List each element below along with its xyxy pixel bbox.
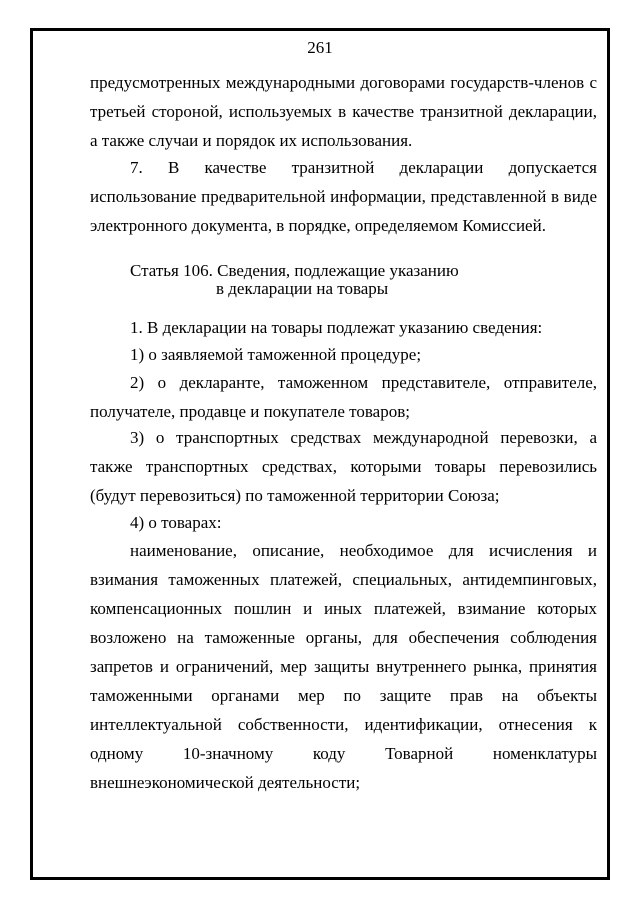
paragraph-subitem-1: 1) о заявляемой таможенной процедуре; — [130, 345, 422, 364]
paragraph-item-1: 1. В декларации на товары подлежат указанию сведения: — [130, 318, 543, 337]
article-heading-line2: в декларации на товары — [216, 279, 389, 298]
paragraph-item-7: 7. В качестве транзитной декларации допускается использование предварительной информации, представленной в виде электронного документа, в порядке, определяемом Комиссией. — [90, 158, 597, 235]
paragraph-goods-description: наименование, описание, необходимое для исчисления и взимания таможенных платежей, специальных, антидемпинговых, компенсационных пошлин и иных платежей, взимание которых возложено на таможенные органы, для обеспечения соблюдения запретов и ограничений, мер защиты внутреннего рынка, принятия таможенными органами мер по защите прав на объекты интеллектуальной собственности, идентификации, отнесения к одному 10-значному коду Товарной номенклатуры внешнеэкономической деятельности; — [90, 541, 597, 792]
paragraph-continuation: предусмотренных международными договорами государств-членов с третьей стороной, используемых в качестве транзитной декларации, а также случаи и порядок их использования. — [90, 73, 597, 150]
article-heading-line1: Статья 106. Сведения, подлежащие указанию — [130, 261, 459, 280]
article-heading — [130, 262, 550, 298]
paragraph-subitem-4: 4) о товарах: — [130, 513, 222, 532]
page-number: 261 — [307, 38, 333, 57]
paragraph-subitem-3: 3) о транспортных средствах международной перевозки, а также транспортных средствах, которыми товары перевозились (будут перевозиться) по таможенной территории Союза; — [90, 428, 597, 505]
paragraph-subitem-2: 2) о декларанте, таможенном представителе, отправителе, получателе, продавце и покупателе товаров; — [90, 373, 597, 421]
